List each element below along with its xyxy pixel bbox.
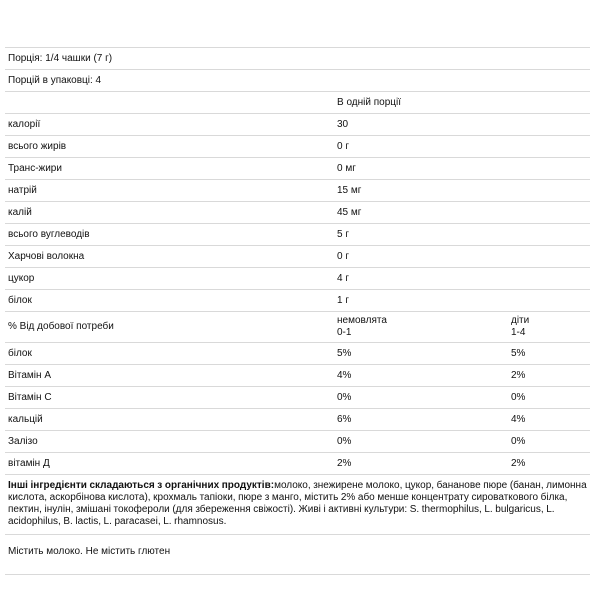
daily-value-children: 5%	[511, 347, 526, 359]
daily-value-nutrient: Вітамін А	[8, 369, 51, 381]
daily-value-row	[5, 386, 590, 408]
daily-value-nutrient: кальцій	[8, 413, 43, 425]
nutrient-name: калорії	[8, 118, 41, 130]
nutrient-name: Транс-жири	[8, 162, 62, 174]
nutrient-row	[5, 201, 590, 223]
daily-value-row	[5, 408, 590, 430]
daily-value-children: 0%	[511, 435, 526, 447]
nutrient-row	[5, 223, 590, 245]
daily-value-header: % Від добової потреби	[8, 321, 114, 332]
daily-value-row	[5, 430, 590, 452]
nutrient-row	[5, 135, 590, 157]
nutrient-row	[5, 179, 590, 201]
nutrient-name: всього жирів	[8, 140, 67, 152]
daily-value-nutrient: Вітамін С	[8, 391, 52, 403]
daily-value-infants: 4%	[337, 369, 352, 381]
nutrient-name: цукор	[8, 272, 35, 284]
nutrient-value: 4 г	[337, 272, 349, 284]
serving-size: Порція: 1/4 чашки (7 г)	[8, 52, 113, 64]
nutrient-value: 30	[337, 118, 349, 130]
children-age: 1-4	[511, 327, 526, 338]
bottom-divider	[5, 574, 590, 575]
ingredients-body: молоко, знежирене молоко, цукор, бананове пюре (банан, лимонна кислота, аскорбінова кислота), крохмаль тапіоки, пюре з манго, містить 2% або менше концентрату сироваткового білка, пектин, інулін, змішані токофероли (для збереження свіжості). Живі і активні культури: S. thermophilus, L. bulgaricus, L. acidophilus, B. lactis, L. paracasei, L. rhamnosus.	[8, 480, 587, 527]
allergen-note: Містить молоко. Не містить глютен	[8, 546, 171, 557]
daily-value-nutrient: вітамін Д	[8, 457, 50, 469]
infants-age: 0-1	[337, 327, 352, 338]
nutrient-value: 0 г	[337, 250, 349, 262]
daily-value-header-row	[5, 311, 590, 342]
nutrient-value: 45 мг	[337, 206, 362, 218]
nutrient-row	[5, 267, 590, 289]
nutrient-name: калій	[8, 206, 32, 218]
nutrition-facts-panel	[5, 47, 590, 575]
nutrient-list	[5, 113, 590, 311]
ingredients-lead: Інші інгредієнти складаються з органічних продуктів:	[8, 480, 275, 491]
children-column-header	[511, 315, 529, 339]
daily-value-infants: 5%	[337, 347, 352, 359]
nutrient-row	[5, 245, 590, 267]
daily-value-nutrient: Залізо	[8, 435, 38, 447]
nutrient-row	[5, 157, 590, 179]
daily-value-children: 2%	[511, 457, 526, 469]
serving-size-row	[5, 47, 590, 69]
nutrient-value: 0 мг	[337, 162, 356, 174]
nutrient-row	[5, 113, 590, 135]
nutrient-name: натрій	[8, 184, 37, 196]
ingredients-text	[5, 474, 590, 534]
nutrient-value: 0 г	[337, 140, 349, 152]
daily-value-nutrient: білок	[8, 347, 32, 359]
daily-value-infants: 2%	[337, 457, 352, 469]
daily-value-children: 4%	[511, 413, 526, 425]
daily-value-row	[5, 342, 590, 364]
nutrient-name: всього вуглеводів	[8, 228, 90, 240]
daily-value-infants: 6%	[337, 413, 352, 425]
nutrient-name: білок	[8, 294, 32, 306]
infants-column-header	[337, 315, 387, 339]
per-serving-header-row	[5, 91, 590, 113]
daily-value-row	[5, 452, 590, 474]
daily-value-infants: 0%	[337, 435, 352, 447]
allergen-note-row	[5, 534, 590, 574]
children-label: діти	[511, 315, 530, 326]
nutrient-value: 1 г	[337, 294, 349, 306]
nutrient-name: Харчові волокна	[8, 250, 85, 262]
daily-value-row	[5, 364, 590, 386]
nutrient-row	[5, 289, 590, 311]
nutrient-value: 15 мг	[337, 184, 362, 196]
per-serving-header: В одній порції	[337, 96, 401, 108]
infants-label: немовлята	[337, 315, 387, 326]
servings-per-package: Порцій в упаковці: 4	[8, 74, 102, 86]
daily-value-children: 2%	[511, 369, 526, 381]
daily-value-infants: 0%	[337, 391, 352, 403]
nutrient-value: 5 г	[337, 228, 349, 240]
servings-per-package-row	[5, 69, 590, 91]
daily-value-list	[5, 342, 590, 474]
daily-value-children: 0%	[511, 391, 526, 403]
